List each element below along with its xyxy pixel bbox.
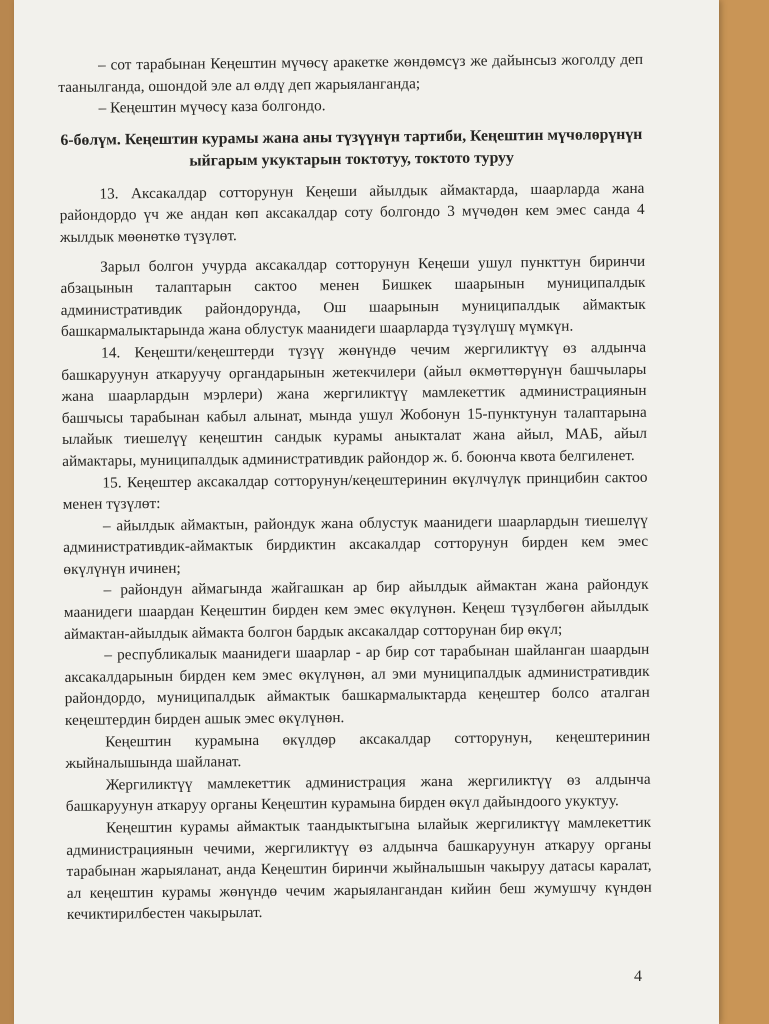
list-item: – республикалык маанидеги шаарлар - ар бир сот тарабынан шайланган шаардын аксакалдарынын бирден кем эмес өкүлүнөн, ал эми муниципалдык административдик райондордо, муниципалдык аймактык башкармалыктарда кеңештер болсо аталган кеңештердин бирден ашык эмес өкүлүнөн.	[64, 641, 650, 729]
list-item: – райондун аймагында жайгашкан ар бир айылдык аймактан жана райондук маанидеги шаардан Кеңештин бирден кем эмес өкүлүнөн. Кеңеш түзүлбөгөн айылдык аймактан-айылдык аймакта болгон бардык аксакалдар сотторунан бир өкүл;	[63, 576, 649, 643]
paragraph-15: 15. Кеңештер аксакалдар сотторунун/кеңештеринин өкүлчүлүк принцибин сактоо менен түзүлөт:	[62, 468, 648, 514]
paragraph-13: 13. Аксакалдар сотторунун Кеңеши айылдык аймактарда, шаарларда жана райондордо үч же андан көп аксакалдар соту болгондо 3 мүчөдөн кем эмес санда 4 жылдык мөөнөткө түзүлөт.	[59, 179, 645, 246]
paragraph-announcement: Кеңештин курамы аймактык таандыктыгына ылайык жергиликтүү мамлекеттик администрациянын чечими, жергиликтүү өз алдынча башкаруунун аткаруу органы тарабынан жарыяланат, анда Кеңештин биринчи жыйналышын чакыруу датасы каралат, ал кеңештин курамы жөнүндө чечим жарыялангандан кийин беш жумушчу күндөн кечиктирилбестен чакырылат.	[66, 813, 652, 924]
paragraph-election: Кеңештин курамына өкүлдөр аксакалдар сотторунун, кеңештеринин жыйналышында шайланат.	[65, 727, 651, 773]
list-item: – айылдык аймактын, райондук жана облустук маанидеги шаарлардын тиешелүү административдик-аймактык бирдиктин аксакалдар сотторунун бирден кем эмес өкүлүнүн ичинен;	[63, 511, 649, 578]
intro-line-2: – Кеңештин мүчөсү каза болгондо.	[98, 97, 326, 117]
section-title: 6-бөлүм. Кеңештин курамы жана аны түзүүнүн тартиби, Кеңештин мүчөлөрүнүн ыйгарым укуктарын токтотуу, токтото туруу	[60, 125, 643, 170]
paragraph-13-note: Зарыл болгон учурда аксакалдар сотторунун Кеңеши ушул пункттун биринчи абзацынын талаптарын сактоо менен Бишкек шаарынын муниципалдык административдик райондорунда, Ош шаарынын муниципалдык аймактык башкармалыктарында жана облустук маанидеги шаарларда түзүлүшү мүмкүн.	[60, 252, 646, 341]
intro-line-1: – сот тарабынан Кеңештин мүчөсү аракетке жөндөмсүз же дайынсыз жоголду деп таанылганда, ошондой эле ал өлдү деп жарыяланганда;	[58, 50, 644, 96]
document-body	[58, 49, 652, 926]
table-surface	[712, 0, 769, 1024]
paragraph-14: 14. Кеңешти/кеңештерди түзүү жөнүндө чечим жергиликтүү өз алдынча башкаруунун аткаруучу органдарынын жетекчилери (айыл өкмөттөрүнүн башчылары жана шаарлардын мэрлери) жана жергиликтүү мамлекеттик администрациянын башчысы тарабынан кабыл алынат, мында ушул Жобонун 15-пунктунун талаптарына ылайык тиешелүү кеңештин сандык курамы аныкталат жана айыл, МАБ, айыл аймактары, муниципалдык административдик райондор ж. б. боюнча квота белгиленет.	[61, 338, 648, 470]
page-number: 4	[634, 968, 642, 985]
paragraph-appointment: Жергиликтүү мамлекеттик администрация жана жергиликтүү өз алдынча башкаруунун аткаруу органы Кеңештин курамына бирден өкүл дайындоого укуктуу.	[65, 770, 651, 816]
